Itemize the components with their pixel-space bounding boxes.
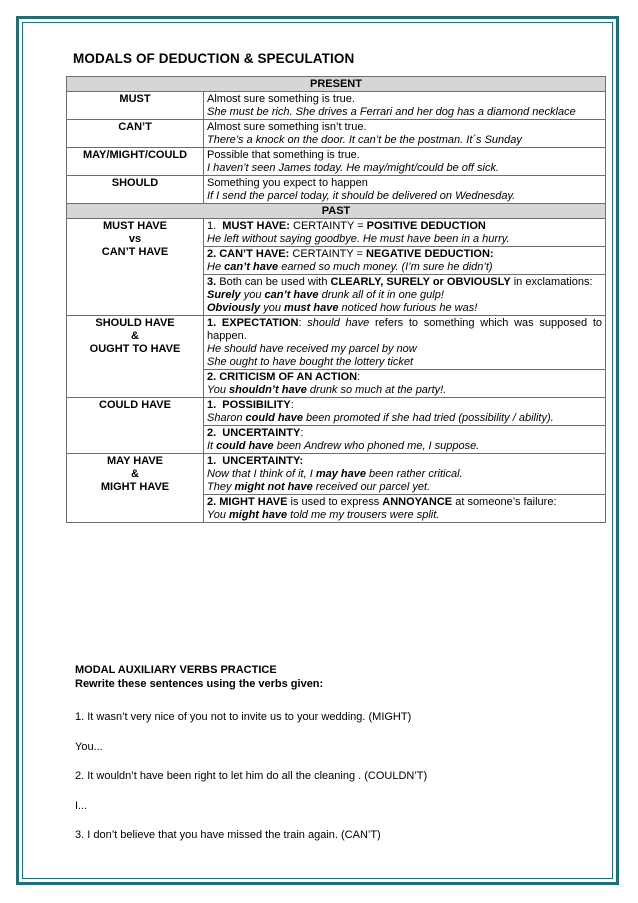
example [207, 289, 602, 302]
modal-phrase: can’t have [264, 289, 319, 301]
definition: Almost sure something is true. [207, 93, 355, 105]
page-title: MODALS OF DEDUCTION & SPECULATION [73, 51, 355, 66]
text: earned so much money. (I’m sure he didn’t) [278, 261, 493, 273]
term: 1. POSSIBILITY [207, 399, 291, 411]
text: You [207, 384, 230, 396]
modal-phrase: might not have [234, 481, 313, 493]
table-row [67, 398, 606, 426]
usage-cell [204, 247, 606, 275]
modal-could-have: COULD HAVE [67, 398, 204, 454]
text: been rather critical. [365, 468, 463, 480]
text: been Andrew who phoned me, I suppose. [273, 440, 480, 452]
usage-cell [204, 176, 606, 204]
table-row [67, 92, 606, 120]
present-header-row [67, 77, 606, 92]
practice-instruction: Rewrite these sentences using the verbs given: [75, 678, 324, 690]
example: If I send the parcel today, it should be delivered on Wednesday. [207, 190, 516, 202]
example [207, 384, 602, 397]
key-term: ANNOYANCE [382, 496, 453, 508]
usage-cell [204, 148, 606, 176]
term: 2. CRITICISM OF AN ACTION [207, 371, 358, 383]
modal-phrase: shouldn’t have [229, 384, 307, 396]
term: 2. UNCERTAINTY [207, 427, 301, 439]
modal-line: SHOULD HAVE [95, 317, 175, 329]
text: you [240, 289, 265, 301]
past-header: PAST [67, 204, 606, 219]
answer-1-start: You... [75, 741, 103, 753]
table-row [67, 219, 606, 247]
example: She ought to have bought the lottery ticket [207, 356, 414, 368]
text: in exclamations: [510, 276, 593, 288]
text: Sharon [207, 412, 246, 424]
usage-cell [204, 454, 606, 495]
modal-phrase: could have [245, 412, 303, 424]
usage-heading [207, 399, 602, 412]
text: refers to something which was supposed to happen. [207, 317, 602, 342]
text: received our parcel yet. [312, 481, 431, 493]
question-1: 1. It wasn’t very nice of you not to invite us to your wedding. (MIGHT) [75, 711, 412, 723]
modal-phrase: could have [216, 440, 274, 452]
key-term: POSITIVE DEDUCTION [366, 220, 486, 232]
table-row [67, 120, 606, 148]
adverb: Surely [207, 289, 241, 301]
usage-cell [204, 219, 606, 247]
text: They [207, 481, 235, 493]
usage-heading [207, 276, 602, 289]
text: at someone’s failure: [452, 496, 557, 508]
modal-line: MUST HAVE [103, 220, 167, 232]
text: is used to express [287, 496, 383, 508]
modal-line: vs [128, 233, 142, 245]
item-number: 1. [207, 220, 223, 232]
modal-line: MIGHT HAVE [100, 481, 170, 493]
practice-heading: MODAL AUXILIARY VERBS PRACTICE [75, 664, 277, 676]
question-2: 2. It wouldn’t have been right to let him do all the cleaning . (COULDN’T) [75, 770, 428, 782]
example: He should have received my parcel by now [207, 343, 417, 355]
usage-heading [207, 455, 602, 468]
example [207, 440, 602, 453]
text: drunk so much at the party!. [306, 384, 447, 396]
text: You [207, 509, 230, 521]
example [207, 412, 602, 425]
usage-heading [207, 496, 602, 509]
usage-cell [204, 275, 606, 316]
modal-may-have [67, 454, 204, 523]
question-3: 3. I don’t believe that you have missed the train again. (CAN’T) [75, 829, 381, 841]
term: MUST HAVE: [222, 220, 290, 232]
example: He left without saying goodbye. He must have been in a hurry. [207, 233, 510, 245]
table-row [67, 148, 606, 176]
modal-line: CAN’T HAVE [101, 246, 169, 258]
modal-phrase: should have [307, 317, 370, 329]
usage-cell [204, 426, 606, 454]
modal-line: & [131, 468, 139, 480]
text: He [207, 261, 225, 273]
modal-line: MAY HAVE [106, 455, 164, 467]
text: : [357, 371, 361, 383]
example [207, 302, 602, 315]
text: : [300, 427, 304, 439]
text: It [207, 440, 217, 452]
example: She must be rich. She drives a Ferrari and her dog has a diamond necklace [207, 106, 576, 118]
modal-phrase: can’t have [224, 261, 279, 273]
usage-cell [204, 120, 606, 148]
modal-phrase: may have [315, 468, 366, 480]
text: Both can be used with [216, 276, 331, 288]
key-term: CLEARLY, SURELY or OBVIOUSLY [330, 276, 511, 288]
modals-table [66, 76, 606, 523]
text: drunk all of it in one gulp! [318, 289, 444, 301]
table-row [67, 176, 606, 204]
text: CERTAINTY = [289, 220, 367, 232]
term: 1. UNCERTAINTY: [207, 455, 304, 467]
modal-should: SHOULD [67, 176, 204, 204]
usage-heading [207, 427, 602, 440]
usage-cell [204, 495, 606, 523]
usage-cell [204, 316, 606, 370]
present-header: PRESENT [67, 77, 606, 92]
modal-must-have [67, 219, 204, 316]
example [207, 481, 602, 494]
modal-cant: CAN’T [67, 120, 204, 148]
definition: Almost sure something isn’t true. [207, 121, 367, 133]
example [207, 468, 602, 481]
example [207, 509, 602, 522]
key-term: NEGATIVE DEDUCTION: [366, 248, 494, 260]
adverb: Obviously [207, 302, 261, 314]
text: noticed how furious he was! [338, 302, 478, 314]
modal-phrase: might have [229, 509, 288, 521]
modal-phrase: must have [284, 302, 339, 314]
modal-line: & [131, 330, 139, 342]
example: I haven’t seen James today. He may/might/could be off sick. [207, 162, 500, 174]
example [207, 261, 602, 274]
text: been promoted if she had tried (possibility / ability). [303, 412, 554, 424]
usage-heading [207, 220, 602, 233]
item-number: 3. [207, 276, 217, 288]
usage-cell [204, 370, 606, 398]
text: : [298, 317, 308, 329]
modal-should-have [67, 316, 204, 398]
usage-heading [207, 317, 602, 343]
past-header-row [67, 204, 606, 219]
text: you [260, 302, 285, 314]
modal-may-might-could: MAY/MIGHT/COULD [67, 148, 204, 176]
usage-heading [207, 371, 602, 384]
term: 2. MIGHT HAVE [207, 496, 288, 508]
usage-cell [204, 398, 606, 426]
term: 1. EXPECTATION [207, 317, 299, 329]
usage-cell [204, 92, 606, 120]
definition: Possible that something is true. [207, 149, 360, 161]
term: 2. CAN’T HAVE: [207, 248, 290, 260]
text: Now that I think of it, I [207, 468, 316, 480]
definition: Something you expect to happen [207, 177, 368, 189]
answer-2-start: I... [75, 800, 88, 812]
table-row [67, 454, 606, 495]
example: There’s a knock on the door. It can’t be the postman. It´s Sunday [207, 134, 522, 146]
modal-must: MUST [67, 92, 204, 120]
text: told me my trousers were split. [287, 509, 440, 521]
text: CERTAINTY = [289, 248, 367, 260]
table-row [67, 316, 606, 370]
usage-heading [207, 248, 602, 261]
text: : [290, 399, 294, 411]
modal-line: OUGHT TO HAVE [89, 343, 181, 355]
